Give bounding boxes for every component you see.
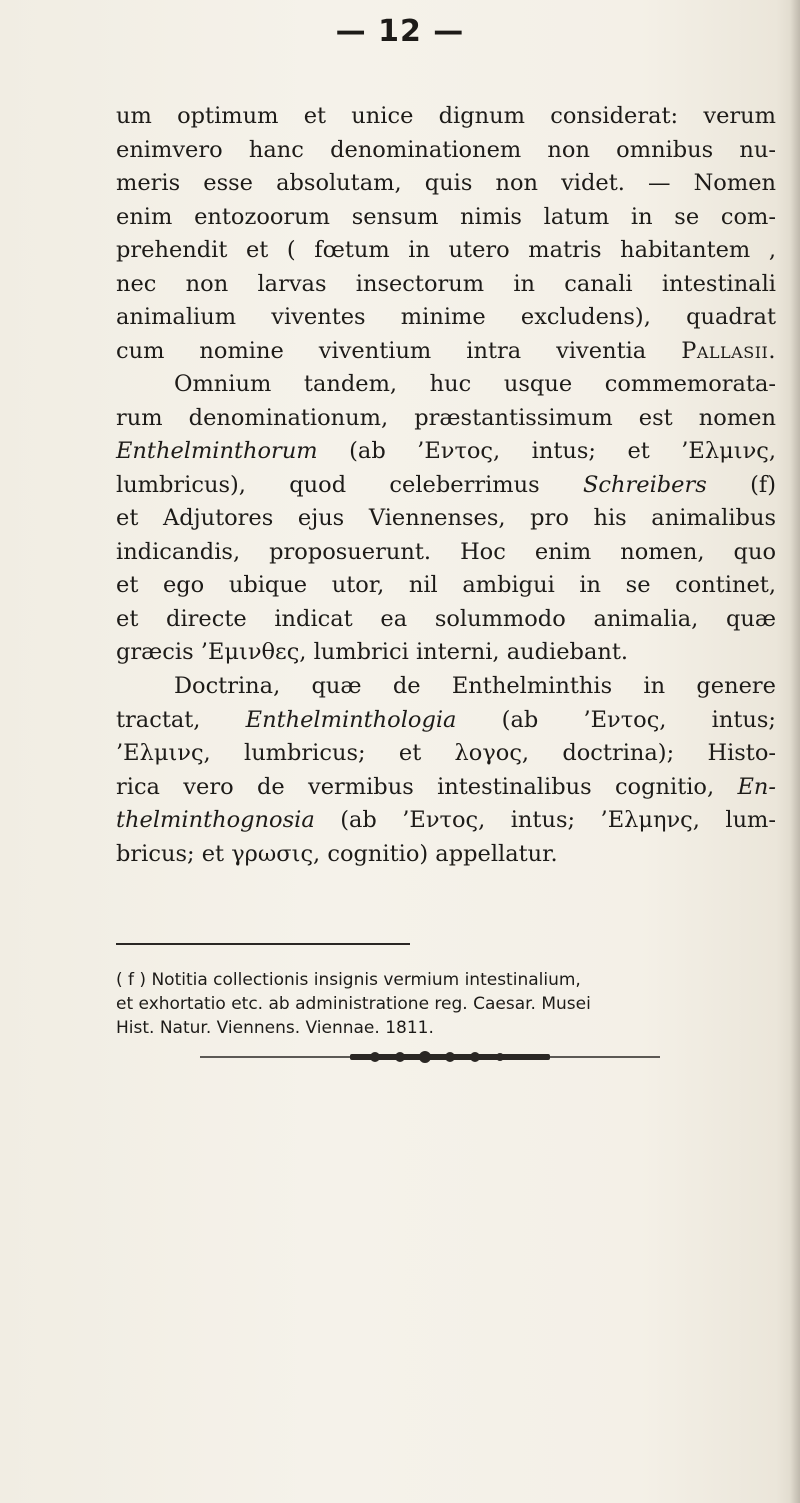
text-line: [116, 804, 776, 838]
text-segment: (ab ’Εντος, intus; ’Ελμηνς, lum-: [340, 807, 776, 833]
text-line: Omnium tandem, huc usque commemorata-: [174, 371, 776, 397]
text-line: [116, 771, 776, 805]
paragraph-1: [116, 100, 776, 368]
text-line: et Adjutores ejus Viennenses, pro his animalibus: [116, 505, 776, 531]
text-line: enimvero hanc denominationem non omnibus nu-: [116, 136, 776, 163]
text-line: et directe indicat ea solummodo animalia, quæ: [116, 605, 776, 632]
text-segment: cum nomine viventium intra viventia: [116, 337, 647, 364]
footnote-line: ( f ) Notitia collectionis insignis vermium intestinalium,: [116, 970, 581, 990]
ornament-knot: [496, 1053, 504, 1061]
text-line: animalium viventes minime excludens), quadrat: [116, 304, 776, 330]
term-enthelminthologia: Enthelminthologia: [245, 706, 457, 733]
term-enthelminthorum: Enthelminthorum: [116, 438, 318, 464]
footnote-line: et exhortatio etc. ab administratione reg. Caesar. Musei: [116, 994, 591, 1014]
footnote-divider: [116, 943, 410, 945]
text-line: [116, 704, 776, 738]
text-segment: tractat,: [116, 706, 201, 733]
ornament-knot: [370, 1052, 380, 1062]
text-segment: lumbricus), quod celeberrimus: [116, 471, 540, 498]
text-line: um optimum et unice dignum considerat: verum: [116, 103, 776, 129]
text-segment: (ab ’Εντος, intus; et ’Ελμινς,: [349, 438, 776, 464]
ornament-knot: [445, 1052, 455, 1062]
author-name: Pallasii.: [681, 337, 776, 364]
page-number: — 12 —: [335, 14, 465, 49]
text-line: et ego ubique utor, nil ambigui in se continet,: [116, 572, 776, 598]
ornament-knot: [470, 1052, 480, 1062]
footnote-ref: (f): [750, 471, 777, 498]
ornament-knot: [419, 1051, 431, 1063]
text-line: [116, 335, 776, 369]
text-line: bricus; et γρωσις, cognitio) appellatur.: [116, 840, 558, 867]
page-edge-shadow: [790, 0, 800, 1503]
text-line: meris esse absolutam, quis non videt. — Nomen: [116, 170, 776, 196]
text-line: ’Ελμινς, lumbricus; et λογος, doctrina); Histo-: [116, 740, 776, 766]
author-schreibers: Schreibers: [583, 471, 707, 498]
text-line: [116, 435, 776, 469]
footnote-line: Hist. Natur. Viennens. Viennae. 1811.: [116, 1018, 434, 1038]
term-enthelminthognosia-start: En-: [737, 773, 776, 800]
paragraph-3: [116, 670, 776, 871]
term-enthelminthognosia-end: thelminthognosia: [116, 807, 315, 833]
text-line: enim entozoorum sensum nimis latum in se com-: [116, 203, 776, 230]
text-line: rum denominationum, præstantissimum est nomen: [116, 404, 776, 431]
paragraph-2: [116, 368, 776, 670]
text-line: græcis ’Εμινθες, lumbrici interni, audiebant.: [116, 639, 629, 665]
text-segment: rica vero de vermibus intestinalibus cognitio,: [116, 773, 715, 800]
text-line: nec non larvas insectorum in canali intestinali: [116, 270, 776, 297]
text-line: indicandis, proposuerunt. Hoc enim nomen, quo: [116, 538, 776, 565]
text-line: [116, 469, 776, 503]
ornament-knot: [395, 1052, 405, 1062]
ornament-divider: [200, 1050, 660, 1064]
text-line: Doctrina, quæ de Enthelminthis in genere: [174, 673, 776, 699]
footnote: [116, 968, 780, 1040]
text-line: prehendit et ( fœtum in utero matris habitantem ,: [116, 237, 776, 263]
text-segment: (ab ’Εντος, intus;: [501, 706, 776, 733]
